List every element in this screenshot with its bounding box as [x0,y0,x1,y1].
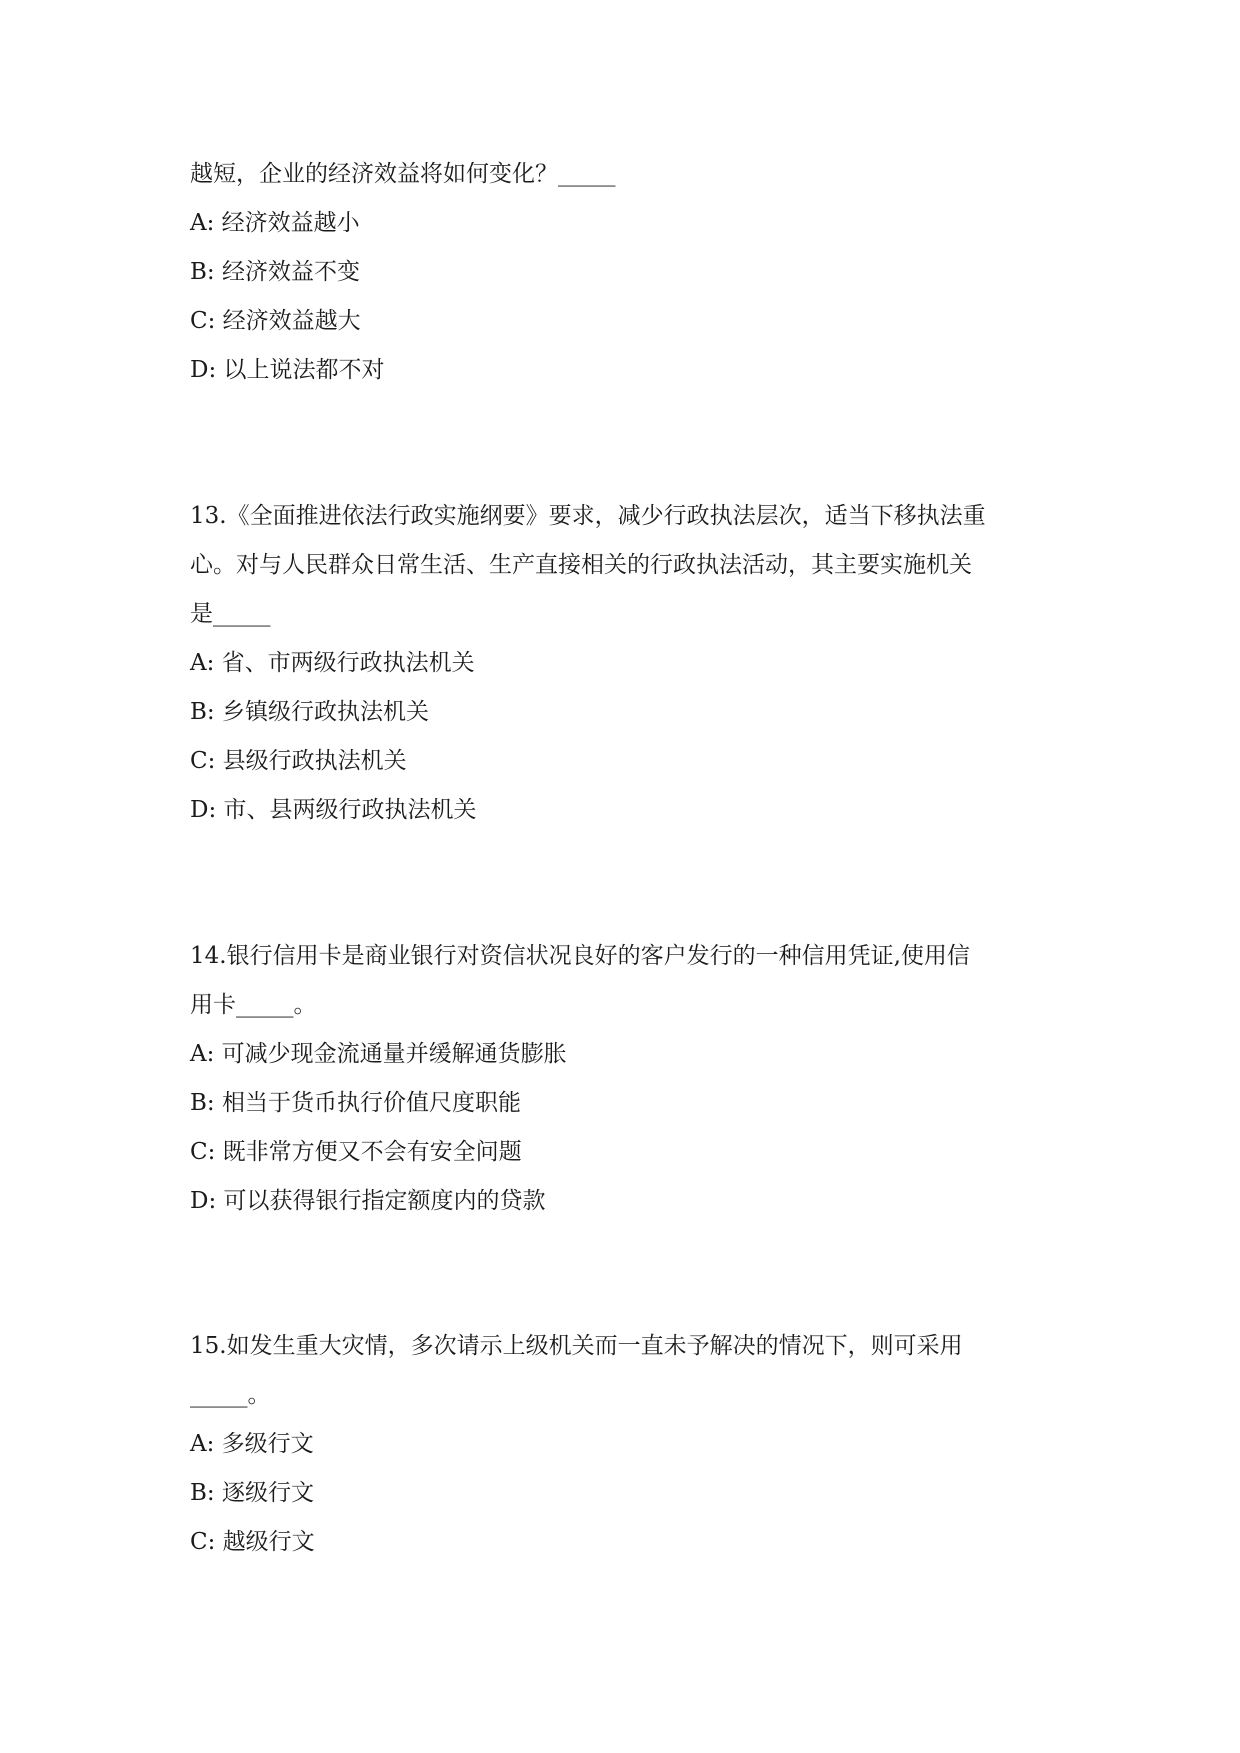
question-stem-line: 15.如发生重大灾情，多次请示上级机关而一直未予解决的情况下，则可采用 [190,1333,963,1359]
question-stem-line: 14.银行信用卡是商业银行对资信状况良好的客户发行的一种信用凭证,使用信 [190,943,970,969]
option-d: D: 市、县两级行政执法机关 [190,797,477,823]
question-stem-line: 心。对与人民群众日常生活、生产直接相关的行政执法活动，其主要实施机关 [190,552,972,578]
option-b: B: 乡镇级行政执法机关 [190,699,429,725]
option-d: D: 可以获得银行指定额度内的贷款 [190,1188,546,1214]
option-c: C: 越级行文 [190,1529,315,1555]
question-14 [190,932,1070,1226]
question-stem-line: _____。 [190,1382,271,1408]
option-b: B: 相当于货币执行价值尺度职能 [190,1090,521,1116]
option-a: A: 经济效益越小 [190,210,360,236]
option-a: A: 可减少现金流通量并缓解通货膨胀 [190,1041,567,1067]
spacer [190,1226,1070,1322]
question-15 [190,1322,1070,1567]
spacer [190,395,1070,492]
document-page [190,150,1070,1567]
option-c: C: 经济效益越大 [190,308,361,334]
option-c: C: 县级行政执法机关 [190,748,407,774]
question-13 [190,492,1070,835]
option-a: A: 多级行文 [190,1431,314,1457]
question-12 [190,150,1070,395]
option-c: C: 既非常方便又不会有安全问题 [190,1139,522,1165]
question-stem-line: 13.《全面推进依法行政实施纲要》要求，减少行政执法层次，适当下移执法重 [190,503,986,529]
question-stem-line: 用卡_____。 [190,992,317,1018]
question-stem-line: 是_____ [190,601,271,627]
option-b: B: 经济效益不变 [190,259,360,285]
spacer [190,835,1070,932]
option-a: A: 省、市两级行政执法机关 [190,650,475,676]
question-stem: 越短，企业的经济效益将如何变化？_____ [190,161,616,187]
option-b: B: 逐级行文 [190,1480,314,1506]
option-d: D: 以上说法都不对 [190,357,385,383]
